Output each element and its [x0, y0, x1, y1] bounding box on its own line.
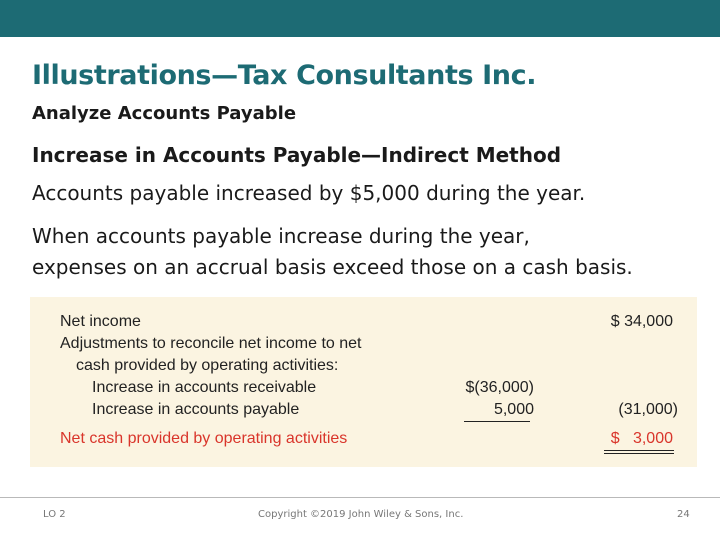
ap-increase-value: 5,000	[493, 401, 534, 418]
footer-page-number: 24	[677, 509, 690, 520]
slide-subtitle: Analyze Accounts Payable	[32, 103, 297, 124]
top-bar	[0, 0, 720, 37]
footer-lo: LO 2	[43, 509, 66, 520]
section-heading: Increase in Accounts Payable—Indirect Method	[32, 143, 562, 167]
total-double-underline-bottom	[604, 453, 674, 454]
ar-increase-value: $(36,000)	[465, 379, 534, 396]
body-line-3: expenses on an accrual basis exceed those on a cash basis.	[32, 255, 633, 279]
adjustments-total-value: (31,000)	[618, 401, 678, 418]
net-cash-label: Net cash provided by operating activities	[60, 430, 348, 447]
subtotal-underline	[464, 421, 530, 422]
body-line-1: Accounts payable increased by $5,000 during the year.	[32, 181, 586, 205]
ap-increase-label: Increase in accounts payable	[92, 401, 300, 418]
body-line-2: When accounts payable increase during the year,	[32, 224, 530, 248]
footer-divider	[0, 497, 720, 498]
net-income-value: $ 34,000	[610, 313, 673, 330]
net-cash-value	[611, 431, 673, 447]
cash-flow-exhibit	[30, 297, 697, 467]
footer-copyright: Copyright ©2019 John Wiley & Sons, Inc.	[258, 509, 464, 520]
ar-increase-label: Increase in accounts receivable	[92, 379, 317, 396]
net-cash-value-text: $ 3,000	[610, 430, 673, 447]
adjustments-label-continued: cash provided by operating activities:	[76, 357, 339, 374]
slide-title: Illustrations—Tax Consultants Inc.	[32, 60, 537, 91]
total-double-underline-top	[604, 450, 674, 451]
net-income-label: Net income	[60, 313, 141, 330]
adjustments-label: Adjustments to reconcile net income to net	[60, 335, 362, 352]
